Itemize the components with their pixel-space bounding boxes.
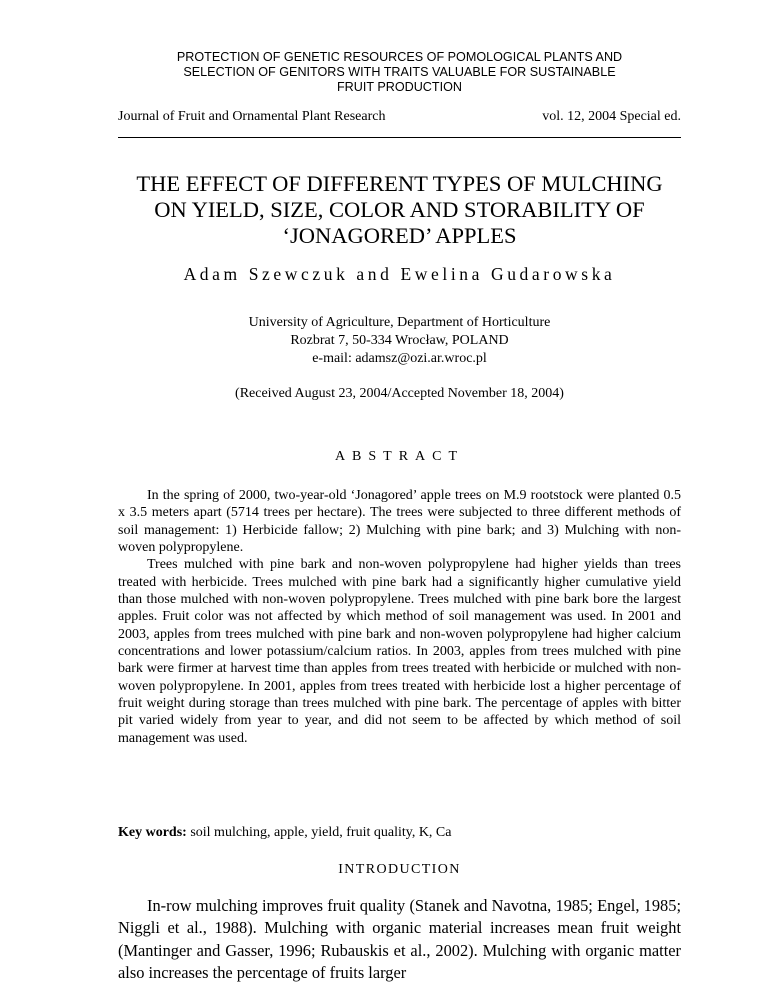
introduction-body: [118, 895, 681, 985]
paper-title: [118, 171, 681, 249]
abstract-paragraph-1: In the spring of 2000, two-year-old ‘Jonagored’ apple trees on M.9 rootstock were planted 0.5 x 3.5 meters apart (5714 trees per hectare). The trees were subjected to three different methods of soil management: 1) Herbicide fallow; 2) Mulching with pine bark; and 3) Mulching with non-woven polypropylene.: [118, 488, 681, 556]
affiliation: [118, 314, 681, 368]
journal-name: Journal of Fruit and Ornamental Plant Research: [118, 109, 386, 124]
abstract-heading: ABSTRACT: [334, 449, 465, 464]
running-head-line-2: SELECTION OF GENITORS WITH TRAITS VALUABLE FOR SUSTAINABLE: [183, 65, 616, 79]
keywords-text: soil mulching, apple, yield, fruit quality, K, Ca: [186, 825, 452, 840]
affiliation-address: Rozbrat 7, 50-334 Wrocław, POLAND: [290, 333, 509, 348]
abstract-body: [118, 487, 681, 747]
title-line-2: ON YIELD, SIZE, COLOR AND STORABILITY OF: [154, 197, 645, 222]
keywords: [118, 824, 681, 841]
affiliation-institution: University of Agriculture, Department of Horticulture: [248, 315, 551, 330]
received-dates: (Received August 23, 2004/Accepted November 18, 2004): [235, 386, 564, 401]
authors: Adam Szewczuk and Ewelina Gudarowska: [183, 264, 616, 284]
introduction-paragraph: In-row mulching improves fruit quality (Stanek and Navotna, 1985; Engel, 1985; Niggli et al., 1988). Mulching with organic material increases mean fruit weight (Mantinger and Gasser, 1996; Rubauskis et al., 2002). Mulching with organic matter also increases the percentage of fruits larger: [118, 896, 681, 983]
running-head-line-3: FRUIT PRODUCTION: [336, 80, 462, 94]
keywords-label: Key words:: [118, 825, 187, 840]
header-rule: [118, 137, 681, 138]
running-head: [118, 50, 681, 95]
title-line-1: THE EFFECT OF DIFFERENT TYPES OF MULCHING: [136, 171, 663, 196]
introduction-heading: INTRODUCTION: [338, 862, 461, 877]
abstract-paragraph-2: Trees mulched with pine bark and non-woven polypropylene had higher yields than trees treated with herbicide. Trees mulched with pine bark had a significantly higher cumulative yield than those mulched with non-woven polypropylene. Trees mulched with pine bark bore the largest apples. Fruit color was not affected by which method of soil management was used. In 2001 and 2003, apples from trees mulched with pine bark and non-woven polypropylene had higher calcium concentrations and lower potassium/calcium ratios. In 2003, apples from trees mulched with pine bark were firmer at harvest time than apples from trees treated with herbicide or mulched with non-woven polypropylene. In 2001, apples from trees treated with herbicide lost a higher percentage of fruit weight during storage than trees mulched with pine bark. The percentage of apples with bitter pit varied widely from year to year, and did not seem to be affected by which method of soil management was used.: [118, 557, 681, 746]
running-head-line-1: PROTECTION OF GENETIC RESOURCES OF POMOLOGICAL PLANTS AND: [176, 50, 623, 64]
title-line-3: ‘JONAGORED’ APPLES: [282, 223, 517, 248]
journal-volume: vol. 12, 2004 Special ed.: [542, 109, 681, 124]
affiliation-email: e-mail: adamsz@ozi.ar.wroc.pl: [312, 351, 487, 366]
